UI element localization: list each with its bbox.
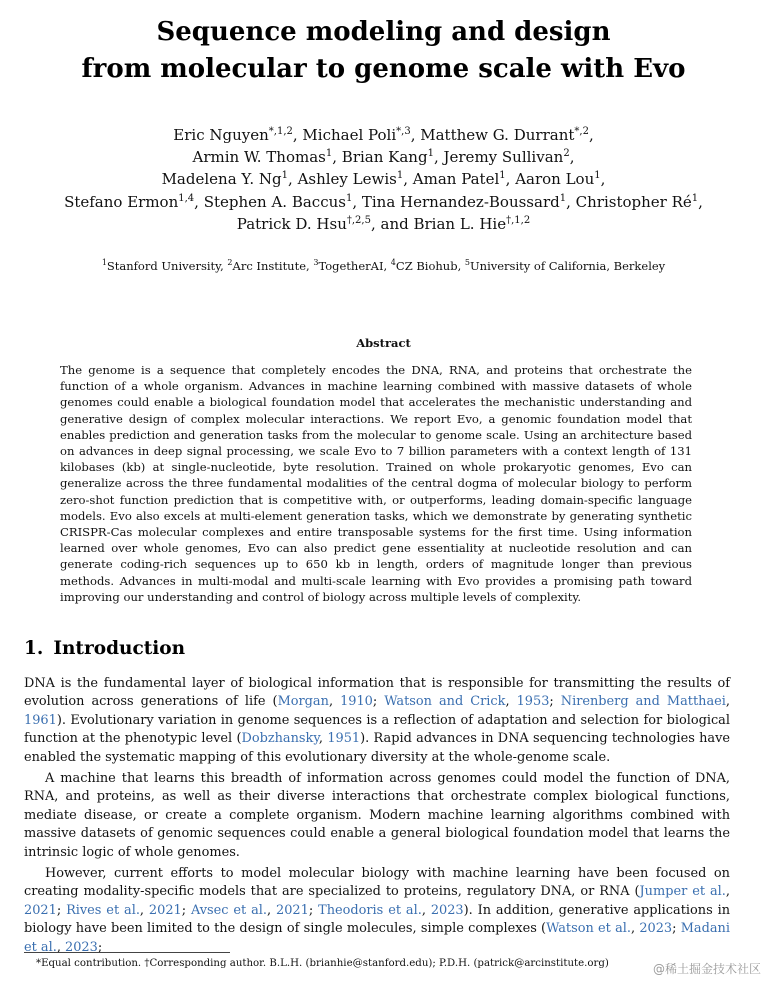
citation-link[interactable]: 2023 [65,939,98,955]
citation-link[interactable]: 2021 [276,902,309,918]
author-name: Ashley Lewis [297,170,397,189]
author-name: Stefano Ermon [64,192,179,211]
author-separator: , [352,192,362,211]
citation-link[interactable]: Avsec et al. [190,902,268,918]
watermark: @稀土掘金技术社区 [652,962,761,976]
citation-link[interactable]: Morgan [277,694,329,710]
footnote: *Equal contribution. †Corresponding author. B.L.H. (brianhie@stanford.edu); P.D.H. (patrick@arcinstitute.org) [36,958,609,969]
section-number: 1. [24,638,44,659]
affiliation-marker: 3 [313,258,319,268]
paragraph-text: A machine that learns this breadth of information across genomes could model the function of DNA, RNA, and proteins, as well as their diverse interactions that orchestrate complex biological functions, mediate disease, or create a complete organism. Modern machine learning algorithms combined with massive datasets of genomic sequences could enable a general biological foundation model that learns the intrinsic logic of whole genomes. [24,771,730,860]
affiliation-name: Stanford University, [106,259,228,273]
body-text [24,675,730,960]
citation-link[interactable]: Nirenberg and Matthaei [560,694,726,710]
author-name: Tina Hernandez-Boussard [361,192,560,211]
author-separator: , [588,126,594,144]
author-name: Christopher Ré [575,192,692,211]
paragraph-text: , [725,884,730,900]
author-affiliation-marker: 1 [499,170,506,182]
citation-link[interactable]: Jumper et al. [639,884,726,900]
author-affiliation-marker: *,3 [396,126,411,137]
paragraph-text: ; [672,921,681,937]
author-name: Eric Nguyen [173,126,269,144]
affiliations [0,258,767,274]
author-separator: , [194,192,204,211]
author-name: Brian Kang [341,148,428,167]
citation-link[interactable]: Watson and Crick [384,694,506,710]
author-list [20,124,747,235]
author-separator: , [433,148,444,167]
affiliation-name: TogetherAI, [318,259,391,273]
abstract-text: The genome is a sequence that completely encodes the DNA, RNA, and proteins that orchestrate the function of a whole organism. Advances in machine learning combined with massive datasets of whole genomes could enable a biological foundation model that accelerates the mechanistic understanding and generative design of complex molecular interactions. We report Evo, a genomic foundation model that enables prediction and generation tasks from the molecular to genome scale. Using an architecture based on advances in deep signal processing, we scale Evo to 7 billion parameters with a context length of 131 kilobases (kb) at single-nucleotide, byte resolution. Trained on whole prokaryotic genomes, Evo can generalize across the three fundamental modalities of the central dogma of molecular biology to perform zero-shot function prediction that is competitive with, or outperforms, leading domain-specific language models. Evo also excels at multi-element generation tasks, which we demonstrate by generating synthetic CRISPR-Cas molecular complexes and entire transposable systems for the first time. Using information learned over whole genomes, Evo can also predict gene essentiality at nucleotide resolution and can generate coding-rich sequences up to 650 kb in length, orders of magnitude longer than previous methods. Advances in multi-modal and multi-scale learning with Evo provides a promising path toward improving our understanding and control of biology across multiple levels of complexity. [60,363,692,604]
paragraph-text: , [421,902,431,918]
author-affiliation-marker: 1 [691,192,699,204]
affiliation-marker: 4 [390,258,396,268]
author-separator: , [566,192,576,211]
footnote-rule [24,952,230,953]
citation-link[interactable]: 2021 [24,902,57,918]
citation-link[interactable]: 2023 [430,902,464,918]
author-separator: , [403,170,413,189]
section-heading [24,638,185,659]
affiliation-name: CZ Biohub, [395,259,465,273]
paragraph-text: , [725,694,730,710]
paragraph-text: , [328,694,341,710]
author-separator: , [505,170,516,189]
affiliation-marker: 5 [464,258,470,268]
author-affiliation-marker: *,1,2 [268,126,293,137]
paragraph-text: ; [372,694,385,710]
author-name: Aaron Lou [515,170,595,189]
paragraph-text: , [56,939,66,955]
author-name: Michael Poli [302,126,397,144]
author-name: Jeremy Sullivan [443,148,564,167]
author-affiliation-marker: 1 [325,148,333,160]
citation-link[interactable]: Rives et al. [66,902,140,918]
author-separator: , [410,126,421,144]
author-name: Patrick D. Hsu [236,214,347,233]
paragraph-text: ; [181,902,191,918]
citation-link[interactable]: 1953 [516,694,550,710]
author-name: Madelena Y. Ng [161,170,282,189]
citation-link[interactable]: Theodoris et al. [318,902,422,918]
paragraph-text: ; [56,902,67,918]
citation-link[interactable]: Watson et al. [546,921,631,937]
paragraph-text: , [318,731,328,747]
author-separator: , [288,170,298,189]
author-affiliation-marker: 1 [345,192,353,204]
paragraph-text: ; [97,939,103,955]
citation-link[interactable]: 2023 [639,921,673,937]
affiliation-name: University of California, Berkeley [469,259,666,273]
citation-link[interactable]: Dobzhansky [241,731,319,747]
author-name: Aman Patel [412,170,500,189]
author-separator: , [600,170,606,189]
author-affiliation-marker: †,2,5 [346,214,371,226]
body-paragraph [24,675,730,767]
affiliation-marker: 1 [101,258,107,268]
author-name: Armin W. Thomas [192,148,326,167]
section-title: Introduction [53,638,186,659]
paragraph-text: However, current efforts to model molecular biology with machine learning have been focused on creating modality-specific models that are specialized to proteins, regulatory DNA, or RNA ( [24,866,730,900]
author-affiliation-marker: 1,4 [178,192,195,204]
author-affiliation-marker: †,1,2 [506,214,531,226]
citation-link[interactable]: 2021 [148,902,182,918]
citation-link[interactable]: Madani et al. [24,921,730,955]
paragraph-text: , [139,902,149,918]
paragraph-text: ). Evolutionary variation in genome sequences is a reflection of adaptation and selection for biological function at the phenotypic level ( [24,712,730,747]
body-paragraph [24,770,730,862]
author-separator: , [698,192,703,211]
author-separator: , [569,148,575,167]
paragraph-text: DNA is the fundamental layer of biological information that is responsible for transmitting the results of evolution across generations of life ( [24,676,730,710]
paragraph-text: , [630,921,640,937]
author-name: Matthew G. Durrant [420,126,575,144]
paragraph-text: , [267,902,277,918]
author-affiliation-marker: 1 [427,148,434,160]
body-paragraph [24,865,730,957]
paragraph-text: ; [549,694,561,710]
author-affiliation-marker: 1 [281,170,289,182]
citation-link[interactable]: 1961 [24,712,57,728]
author-affiliation-marker: *,2 [574,126,589,137]
paragraph-text: ). In addition, generative applications in biology have been limited to the design of single molecules, simple complexes ( [24,902,731,937]
author-separator: , and [370,214,414,233]
author-separator: , [292,126,303,144]
author-separator: , [332,148,342,167]
citation-link[interactable]: 1910 [340,694,373,710]
title-line-1: Sequence modeling and design [156,17,611,47]
paper-title [0,14,767,88]
abstract-heading: Abstract [356,336,411,350]
title-line-2: from molecular to genome scale with Evo [81,54,686,84]
affiliation-marker: 2 [227,258,233,268]
paragraph-text: , [505,694,517,710]
author-affiliation-marker: 1 [594,170,601,182]
affiliation-name: Arc Institute, [232,259,314,273]
citation-link[interactable]: 1951 [327,731,361,747]
author-affiliation-marker: 2 [563,148,570,160]
author-affiliation-marker: 1 [559,192,567,204]
author-affiliation-marker: 1 [396,170,404,182]
paragraph-text: ). Rapid advances in DNA sequencing technologies have enabled the systematic mapping of this evolutionary diversity at the whole-genome scale. [24,731,730,765]
paragraph-text: ; [308,902,319,918]
author-name: Stephen A. Baccus [203,192,346,211]
author-name: Brian L. Hie [413,214,507,233]
